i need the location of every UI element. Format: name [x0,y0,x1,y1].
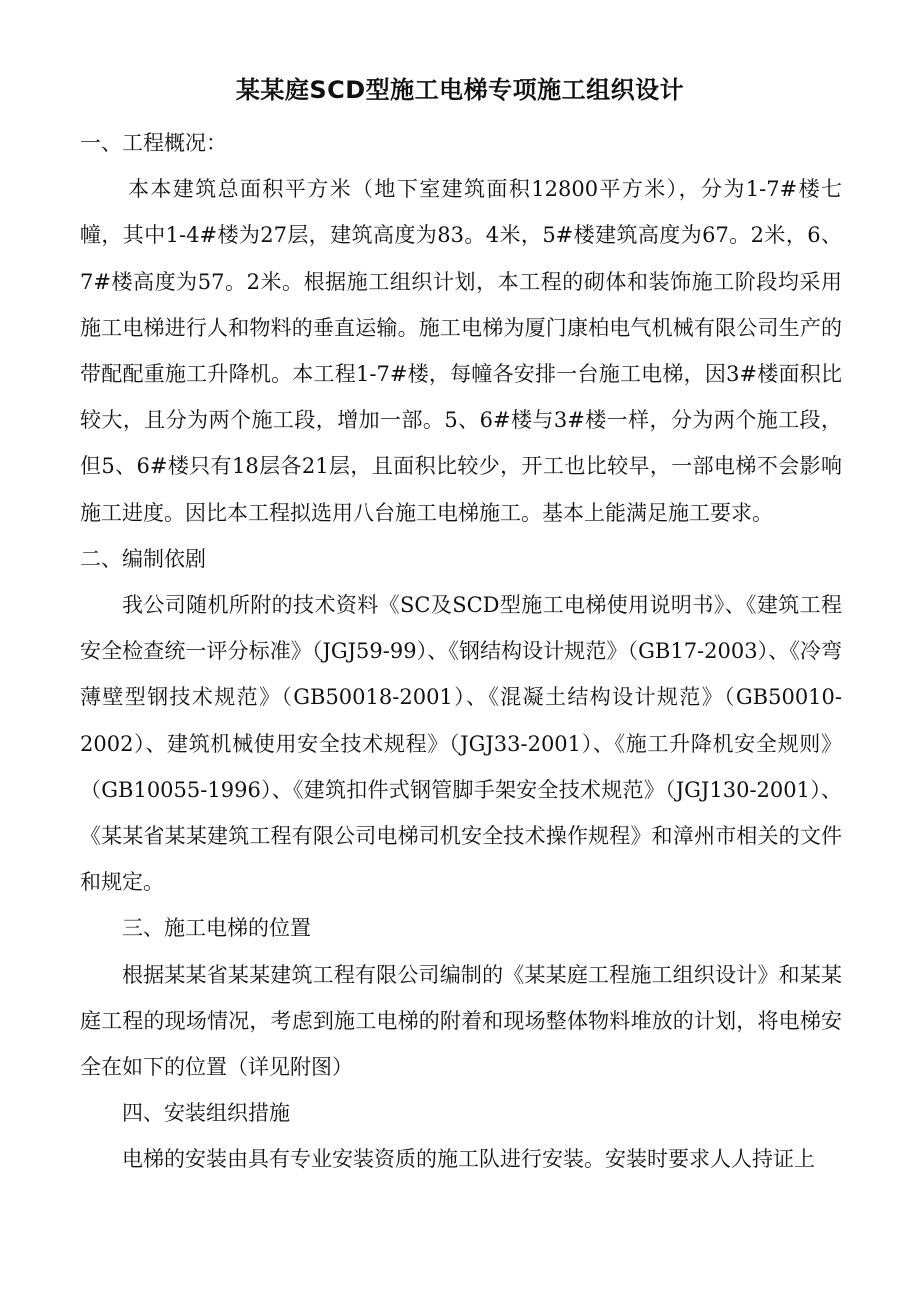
section-paragraph-overview: 本本建筑总面积平方米（地下室建筑面积12800平方米），分为1-7#楼七幢，其中1-4#楼为27层，建筑高度为83。4米，5#楼建筑高度为67。2米，6、7#楼高度为57。2米。根据施工组织计划，本工程的砌体和装饰施工阶段均采用施工电梯进行人和物料的垂直运输。施工电梯为厦门康柏电气机械有限公司生产的带配配重施工升降机。本工程1-7#楼，每幢各安排一台施工电梯，因3#楼面积比较大，且分为两个施工段，增加一部。5、6#楼与3#楼一样，分为两个施工段，但5、6#楼只有18层各21层，且面积比较少，开工也比较早，一部电梯不会影响施工进度。因比本工程拟选用八台施工电梯施工。基本上能满足施工要求。 [80,177,842,525]
section-paragraph-basis: 我公司随机所附的技术资料《SC及SCD型施工电梯使用说明书》、《建筑工程安全检查统一评分标准》（JGJ59-99）、《钢结构设计规范》（GB17-2003）、《冷弯薄壁型钢技术规范》（GB50018-2001）、《混凝土结构设计规范》（GB50010-2002）、建筑机械使用安全技术规程》（JGJ33-2001）、《施工升降机安全规则》（GB10055-1996）、《建筑扣件式钢管脚手架安全技术规范》（JGJ130-2001）、《某某省某某建筑工程有限公司电梯司机安全技术操作规程》和漳州市相关的文件和规定。 [80,593,842,895]
document-title: 某某庭SCD型施工电梯专项施工组织设计 [235,76,685,104]
section-heading-overview: 一、工程概况： [80,131,227,155]
document-body [80,120,842,1183]
section-heading-basis: 二、编制依剧 [80,546,206,571]
section-heading-location: 三、施工电梯的位置 [122,916,311,941]
section-paragraph-location: 根据某某省某某建筑工程有限公司编制的《某某庭工程施工组织设计》和某某庭工程的现场情况，考虑到施工电梯的附着和现场整体物料堆放的计划，将电梯安全在如下的位置（详见附图） [80,962,842,1080]
section-paragraph-installation: 电梯的安装由具有专业安装资质的施工队进行安装。安装时要求人人持证上 [122,1147,815,1172]
section-heading-installation: 四、安装组织措施 [122,1101,290,1126]
